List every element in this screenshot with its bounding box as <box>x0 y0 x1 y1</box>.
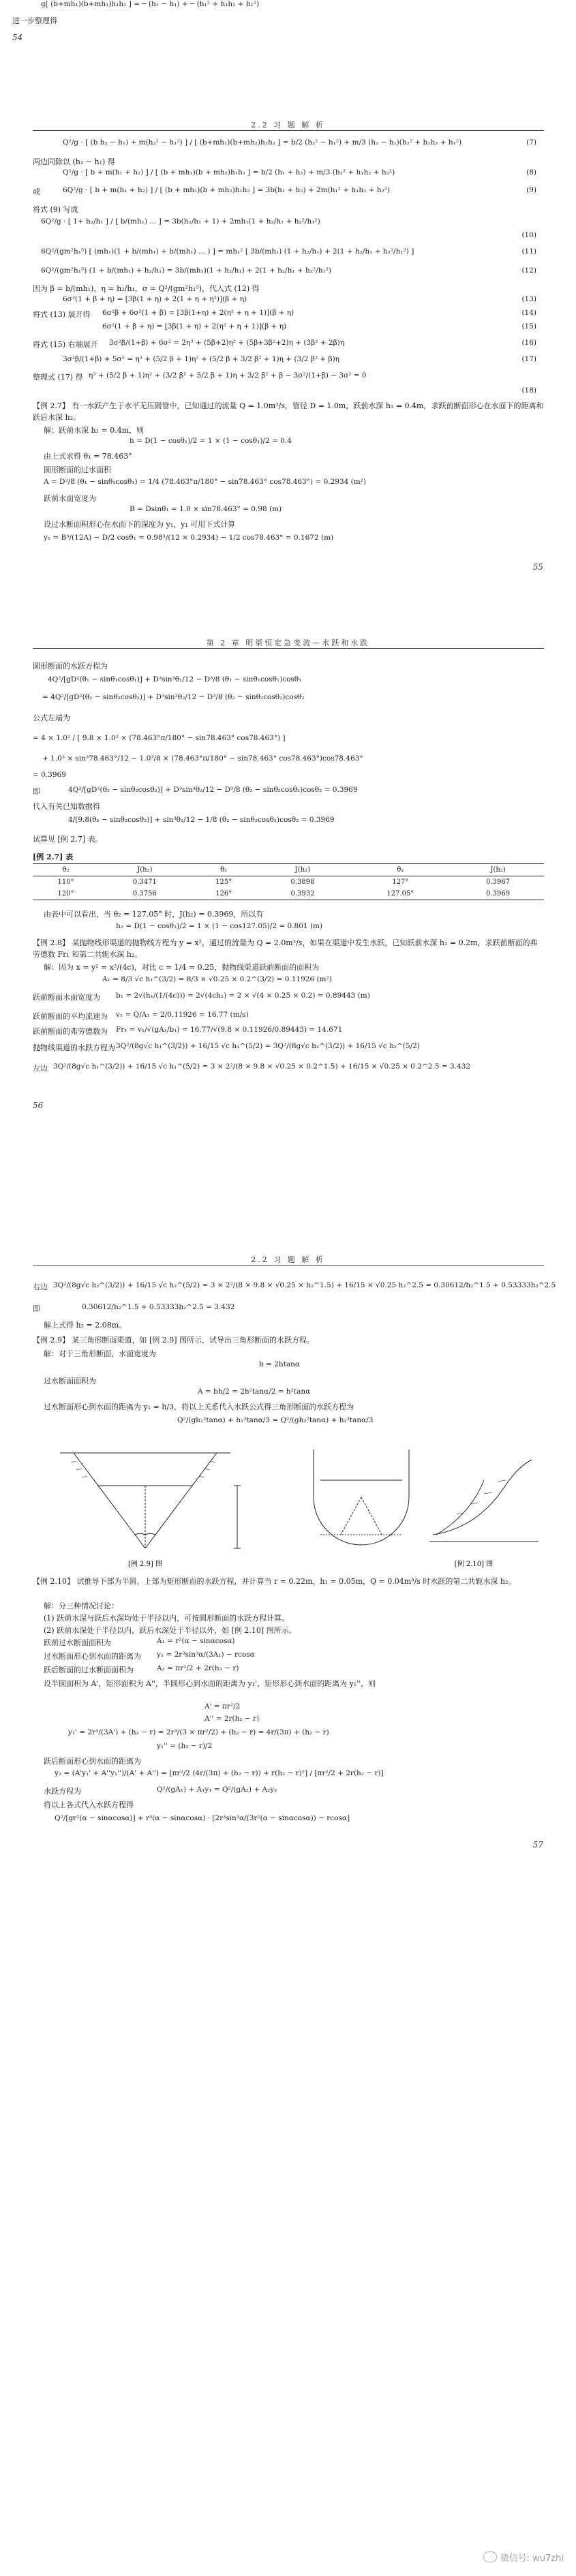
header-rule <box>33 130 544 131</box>
equation: Q²/[gr²(α − sinαcosα)] + r³(α − sinαcosα) · [2r³sin³α/(3r²(α − sinαcosα)) − rcosα] <box>55 1814 350 1822</box>
equation-number: (13) <box>521 295 536 303</box>
table-cell: 0.3932 <box>257 888 349 900</box>
text-line: 跃后断面的过水断面面积为 <box>44 1666 134 1674</box>
running-header: 2.2 习 题 解 析 <box>251 121 325 129</box>
equation-11: 6Q²/(gm²h₁⁵) [ (mh₁)(1 + b/(mh₁) + b/(mh₁) ... ) ] = mh₁² [ 3b/(mh₁) (1 + h₂/h₁) + 2(1 + h₂/h₁ + h₂²/h₁²) ] <box>41 247 414 256</box>
example-2-7-statement: 【例 2.7】 有一水跃产生于水平无压圆管中，已知通过的流量 Q = 1.0m³/s，管径 D = 1.0m，跃前水深 h₁ = 0.4m，求跃前断面形心在水面下的距离和跃后水深 h₂。 <box>33 401 544 422</box>
table-cell: 110° <box>57 878 74 886</box>
equation: 3Q²/(8g√c h₁^(3/2)) + 16/15 √c h₁^(5/2) = 3Q²/(8g√c h₂^(3/2)) + 16/15 √c h₂^(5/2) <box>116 1042 420 1050</box>
page-56 <box>0 637 576 1182</box>
text-line: 解：分三种情况讨论： <box>44 1601 119 1610</box>
text-line: 跃前水面宽度为 <box>44 494 96 503</box>
equation-number: (15) <box>521 322 536 331</box>
equation: + 1.0³ × sin³78.463°/12 − 1.0³/8 × (78.463°π/180° − sin78.463° cos78.463°)cos78.463° <box>42 754 363 763</box>
equation: A₁ = 8/3 √c h₁^(3/2) = 8/3 × √0.25 × 0.2^(3/2) = 0.11926 (m²) <box>102 975 332 983</box>
table-row <box>33 876 544 889</box>
text-line: 因为 β = b/(mh₁)，η = h₂/h₁，σ = Q²/(gm²h₁⁵)，代入式 (12) 得 <box>33 284 260 293</box>
table-cell: 125° <box>215 878 232 886</box>
text-line: (1) 跃前水深与跃后水深均处于半径以内，可按圆形断面的水跃方程计算。 <box>44 1614 290 1623</box>
header-cell: J(h₂) <box>257 864 349 876</box>
equation-12: 6Q²/(gm²h₁⁵) (1 + b/(mh₁) + h₂/h₁) = 3b/(mh₁)(1 + h₂/h₁) + 2(1 + h₂/h₁ + h₂²/h₁²) <box>41 266 332 275</box>
table-header-row <box>33 864 544 876</box>
wechat-icon <box>483 2551 497 2562</box>
equation: h = D(1 − cosθ₁)/2 = 1 × (1 − cosθ₁)/2 = 0.4 <box>130 437 292 445</box>
table-cell: 0.3969 <box>452 888 544 900</box>
figure-caption: [例 2.10] 图 <box>454 1561 494 1568</box>
text-line: 即 <box>33 787 40 796</box>
equation: A'' = 2r(h₂ − r) <box>204 1715 260 1723</box>
table-cell: 127° <box>392 878 409 886</box>
equation: Fr₁ = v₁/√(gA₁/b₁) = 16.77/√(9.8 × 0.11926/0.89443) = 14.671 <box>116 1026 343 1034</box>
text-paragraph: 设半圆面积为 A'，矩形面积为 A''，半圆形心到水面的距离为 y₁'，矩形形心到水面的距离为 y₁''，则 <box>44 1679 376 1688</box>
text-line: 由表中可以看出，当 θ₂ = 127.05° 时，J(h₂) = 0.3969，所以有 <box>44 910 264 919</box>
text-line: 解上式得 h₂ = 2.08m。 <box>44 1321 127 1330</box>
text-line: 跃前断面水面宽度为 <box>33 993 100 1002</box>
page-number: 54 <box>12 33 23 42</box>
solution-intro: 解：因为 x = y² = x²/(4c)，对比 c = 1/4 = 0.25，抛物线渠道跃前断面的面积为 <box>44 963 320 972</box>
header-cell: θ₂ <box>191 864 257 876</box>
equation: g[ (b+mh₁)(b+mh₁)h₁h₁ ] = ─ (h₁ − h₁) + ─ (h₁² + h₁h₁ + h₁²) <box>41 0 260 8</box>
text-line: 过水断面形心到水面的距离为 <box>44 1652 141 1661</box>
equation: v₁ = Q/A₁ = 2/0.11926 = 16.77 (m/s) <box>116 1011 249 1019</box>
equation: 4/[9.8(θ₂ − sinθ₂cosθ₂)] + sin³θ₂/12 − 1/8 (θ₂ − sinθ₂cosθ₂)cosθ₂ = 0.3969 <box>68 816 335 824</box>
text-line: 即 <box>33 1304 40 1313</box>
equation-number: (18) <box>521 386 536 395</box>
equation-16: 3σ²β/(1+β) + 6σ² = 2η³ + (5β+2)η² + (5β+3β²+2)η + (3β² + 2β)η <box>109 339 345 347</box>
equation-number: (7) <box>526 138 536 147</box>
text-line: 解：跃前水深 h₁ = 0.4m，则 <box>44 426 145 435</box>
text-line: 过水断面面积为 <box>44 1377 96 1385</box>
equation-number: (17) <box>521 355 536 363</box>
text-line: 公式左端为 <box>33 714 70 722</box>
equation: Q²/(gh₁²tanα) + h₁³tanα/3 = Q²/(gh₂²tanα) + h₂³tanα/3 <box>177 1416 374 1424</box>
table-cell: 0.3967 <box>486 878 511 886</box>
equation-18: η³ + (5/2 β + 1)η² + (3/2 β² + 5/2 β + 1)η + 3/2 β² + β − 3σ²/(1+β) − 3σ² = 0 <box>89 371 367 380</box>
running-header: 2.2 习 题 解 析 <box>251 1255 325 1264</box>
text-line: 将以上各式代入水跃方程得 <box>44 1800 134 1809</box>
text-line: 圆形断面的过水面积 <box>44 465 111 474</box>
equation: 4Q²/[gD²(θ₂ − sinθ₂cosθ₂)] + D³sin³θ₂/12 − D³/8 (θ₂ − sinθ₂cosθ₂)cosθ₂ = 0.3969 <box>68 786 358 794</box>
equation-number: (9) <box>526 186 536 194</box>
table-cell: 0.3756 <box>99 888 191 900</box>
text-line: (2) 跃前水深处于半径以内，跃后水深处于半径以外，如 [例 2.10] 图所示。 <box>44 1626 297 1635</box>
equation: A₁ = r²(α − sinαcosα) <box>157 1637 235 1645</box>
equation-14: 6σ²β + 6σ²(1 + β) = [3β(1+η) + 2(η² + η + 1)](β + η) <box>102 309 294 317</box>
equation: A = D²/8 (θ₁ − sinθ₁cosθ₁) = 1/4 (78.463°π/180° − sin78.463° cos78.463°) = 0.2934 (m²) <box>44 478 367 486</box>
hatch-marks <box>71 1461 215 1477</box>
text-line: 将式 (9) 写成 <box>33 205 78 214</box>
equation: A₂ = πr²/2 + 2r(h₂ − r) <box>157 1664 239 1672</box>
equation-7: Q²/g · [ (b h₂ − h₁) + m(h₂² − h₁²) ] / [ (b+mh₁)(b+mh₂)h₁h₂ ] = b/2 (h₂² − h₁²) + m/3 (h₂ − h₁)(h₂² + h₁h₂ + h₁²) <box>63 138 462 147</box>
table-row <box>33 888 544 900</box>
equation: A = bh/2 = 2h²tanα/2 = h²tanα <box>198 1387 311 1396</box>
page-number: 56 <box>33 1101 44 1110</box>
page-55 <box>0 119 576 596</box>
figure-caption: [例 2.9] 图 <box>127 1561 163 1568</box>
equation: 0.30612/h₂^1.5 + 0.53333h₂^2.5 = 3.432 <box>82 1303 235 1311</box>
page-57 <box>0 1254 576 2576</box>
table-cell: 127.05° <box>348 888 452 900</box>
table-cell: 0.3471 <box>132 878 157 886</box>
figure-2-10 <box>300 1432 545 1569</box>
equation-8: Q²/g · [ b + m(h₁ + h₂) ] / [ (b + mh₁)(b + mh₂)h₁h₂ ] = b/2 (h₁ + h₂) + m/3 (h₁² + h₁h₂ + h₂²) <box>63 168 395 177</box>
page-number: 55 <box>532 562 543 572</box>
header-rule <box>33 1265 544 1266</box>
running-header: 第 2 章 明渠恒定急变流—水跃和水跌 <box>206 639 370 647</box>
text-line: 进一步整理得 <box>12 16 57 25</box>
table-caption: [例 2.7] 表 <box>33 853 74 861</box>
text-line: 跃前断面的弗劳德数为 <box>33 1027 108 1036</box>
equation-9: 6Q²/g · [ b + m(h₁ + h₂) ] / [ (b + mh₁)(b + mh₂)h₁h₂ ] = 3b(h₁ + h₂) + 2m(h₁² + h₁h₂ + h₂²) <box>63 186 391 194</box>
equation-number: (8) <box>526 168 536 177</box>
figure-2-9 <box>33 1432 258 1569</box>
text-line: 将式 (15) 右端展开 <box>33 340 98 349</box>
table-cell: 120° <box>33 888 99 900</box>
equation: 3Q²/(8g√c h₁^(3/2)) + 16/15 √c h₁^(5/2) = 3 × 2²/(8 × 9.8 × √0.25 × 0.2^1.5) + 16/15 × √0.25 × 0.2^2.5 = 3.432 <box>53 1062 471 1071</box>
hatch-marks <box>457 1480 506 1514</box>
equation-10: 6Q²/g · [ 1+ h₂/h₁ ] / [ b/(mh₁) ... ] = 3b(h₂/h₁ + 1) + 2mh₁(1 + h₂/h₁ + h₂²/h₁²) <box>41 217 320 226</box>
equation-number: (12) <box>521 266 536 275</box>
page-number: 57 <box>532 1840 543 1850</box>
equation: h₂ = D(1 − cosθ₂)/2 = 1 × (1 − cos127.05)/2 = 0.801 (m) <box>116 922 323 930</box>
example-2-8-statement: 【例 2.8】 某抛物线形渠道的抛物线方程为 y = x²，通过的流量为 Q = 2.0m³/s，如果在渠道中发生水跃，已知跃前水深 h₁ = 0.2m，求跃前断面的弗劳德数 Fr₁ 和第二共轭水深 h₂。 <box>33 938 538 959</box>
table-cell: 126° <box>191 888 257 900</box>
example-2-9-statement: 【例 2.9】 某三角形断面渠道，如 [例 2.9] 图所示，试导出三角形断面的水跃方程。 <box>33 1336 315 1345</box>
text-line: 解：对于三角形断面，水面宽度为 <box>44 1349 156 1358</box>
text-line: 跃后断面形心到水面的距离为 <box>44 1757 141 1766</box>
text-line: 或 <box>33 187 40 196</box>
header-cell: θ₂ <box>33 864 99 876</box>
text-line: 左边 <box>33 1064 48 1073</box>
equation-number: (11) <box>521 247 536 256</box>
watermark-text: 微信号: wu7zhi <box>500 2554 564 2564</box>
text-line: 将式 (13) 展开得 <box>33 310 91 319</box>
text-line: 设过水断面积形心在水面下的深度为 y₁，y₁ 可用下式计算 <box>44 520 236 529</box>
text-line: 跃前断面的平均流速为 <box>33 1012 108 1021</box>
text-line: 右边 <box>33 1283 48 1291</box>
header-rule <box>33 648 544 649</box>
equation: y₁'' = (h₂ − r)/2 <box>157 1742 213 1750</box>
text-line: 两边同除以 (h₂ − h₁) 得 <box>33 157 115 166</box>
equation: b = 2htanα <box>259 1360 300 1368</box>
watermark <box>483 2551 564 2564</box>
example-2-10-statement: 【例 2.10】 试推导下部为半圆，上部为矩形断面的水跃方程，并计算当 r = 0.22m，h₁ = 0.05m，Q = 0.04m³/s 时水跃的第二共轭水深 h₂。 <box>33 1577 516 1586</box>
text-line: 由上式求得 θ₁ = 78.463° <box>44 452 132 461</box>
equation: Q²/(gA₁) + A₁y₁ = Q²/(gA₂) + A₂y₂ <box>157 1785 277 1794</box>
header-cell: θ₂ <box>348 864 452 876</box>
equation: y₁ = 2r³sin³α/(3A₁) − rcosα <box>157 1651 255 1659</box>
equation-number: (10) <box>521 231 536 239</box>
equation: B = Dsinθ₁ = 1.0 × sin78.463° = 0.98 (m) <box>130 505 282 513</box>
equation: A' = πr²/2 <box>204 1702 241 1711</box>
equation-number: (16) <box>521 339 536 347</box>
equation: 4Q²/[gD²(θ₁ − sinθ₁cosθ₁)] + D³sin³θ₁/12 − D³/8 (θ₁ − sinθ₁cosθ₁)cosθ₁ <box>48 675 302 684</box>
data-table <box>33 863 544 900</box>
equation-17: 3σ²β/(1+β) + 5σ² = η³ + (5/2 β + 1)η² + (5/2 β + 3/2 β² + 1)η + (3/2 β² + β)η <box>63 355 339 363</box>
table-cell: 0.3898 <box>290 878 315 886</box>
equation: y₁ = B³/(12A) − D/2 cosθ₁ = 0.98³/(12 × 0.2934) − 1/2 cos78.463° = 0.1672 (m) <box>44 534 334 542</box>
page-54-fragment <box>0 0 576 61</box>
equation: y₂ = (A'y₁' + A''y₁'')/(A' + A'') = [πr²/2 (4r/(3π) + (h₂ − r)) + r(h₂ − r)²] / [πr²/2 + 2r(h₂ − r)] <box>55 1769 384 1777</box>
compound-channel-drawing <box>314 1450 539 1545</box>
text-line: 跃前过水断面面积为 <box>44 1638 111 1647</box>
equation-13: 6σ²(1 + β + η) = [3β(1 + η) + 2(1 + η + η²)](β + η) <box>63 295 247 303</box>
text-line: 代入有关已知数据得 <box>33 802 100 811</box>
header-cell: J(h₂) <box>452 864 544 876</box>
equation: = 4 × 1.0² / [ 9.8 × 1.0² × (78.463°π/180° − sin78.463° cos78.463°) ] <box>33 734 286 742</box>
equation: y₁' = 2r³/(3A') + (h₂ − r) = 2r³/(3 × πr²/2) + (h₂ − r) = 4r/(3π) + (h₂ − r) <box>68 1728 329 1736</box>
equation-15: 6σ²(1 + β + η) = [3β(1 + η) + 2(η² + η + 1)](β + η) <box>102 322 287 331</box>
text-line: 水跃方程为 <box>44 1787 81 1796</box>
triangle-channel-drawing <box>60 1453 241 1548</box>
text-line: 抛物线渠道的水跃方程为 <box>33 1043 115 1052</box>
text-line: 试算见 [例 2.7] 表。 <box>33 835 103 844</box>
text-line: 圆形断面的水跃方程为 <box>33 662 108 671</box>
equation: = 4Q²/[gD²(θ₂ − sinθ₂cosθ₂)] + D³sin³θ₂/12 − D³/8 (θ₂ − sinθ₂cosθ₂)cosθ₂ <box>42 693 305 701</box>
header-cell: J(h₂) <box>99 864 191 876</box>
text-line: 整理式 (17) 得 <box>33 373 83 382</box>
text-paragraph: 过水断面形心到水面的距离为 y₁ = h/3，将以上关系代入水跃公式得三角形断面的水跃方程为 <box>44 1402 354 1411</box>
equation-number: (14) <box>521 309 536 317</box>
equation: = 0.3969 <box>33 771 66 779</box>
equation: 3Q²/(8g√c h₂^(3/2)) + 16/15 √c h₂^(5/2) = 3 × 2²/(8 × 9.8 × √0.25 × h₂^1.5) + 16/15 × √0.25 h₂^2.5 = 0.30612/h₂^1.5 + 0.53333h₂^2.5 <box>53 1281 556 1289</box>
equation: b₁ = 2√(h₁/(1/(4c))) = 2√(4ch₁) = 2 × √(4 × 0.25 × 0.2) = 0.89443 (m) <box>116 992 370 1000</box>
